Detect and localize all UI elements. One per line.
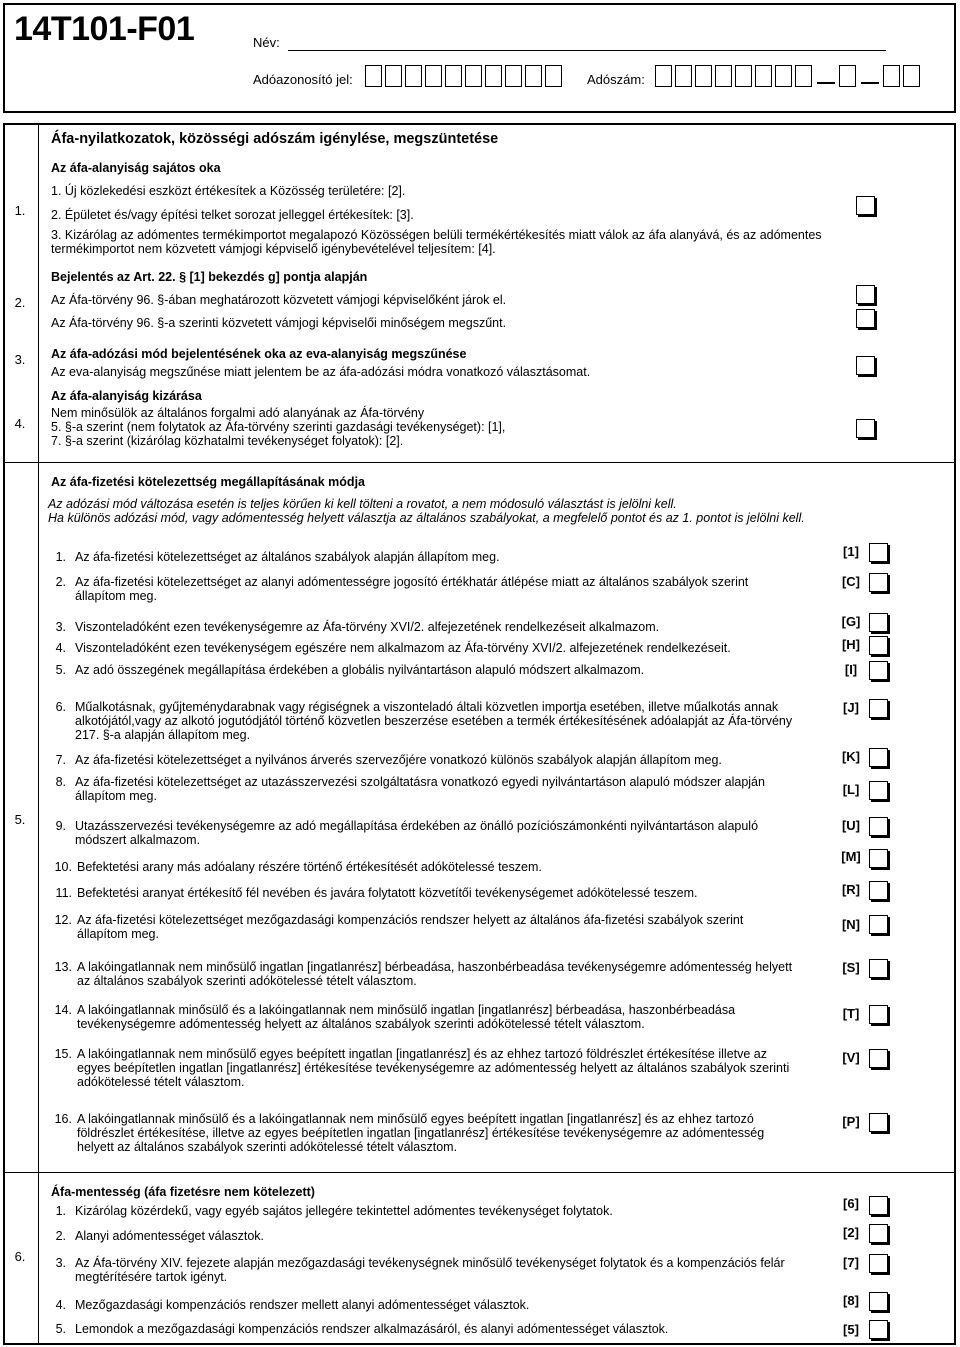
sec5-item-number: 16. (54, 1112, 72, 1126)
sec5-item-text: A lakóingatlannak minősülő és a lakóingatlannak nem minősülő ingatlan [ingatlanrész] bérbeadása, haszonbérbeadása tevékenységemre adómentesség helyett az általános szabályok szerinti adókötelessé tételt választom. (77, 1003, 736, 1031)
sec6-item-number: 5. (55, 1322, 66, 1336)
divider-sec4-sec5 (4, 462, 955, 463)
sec5-item-checkbox[interactable] (869, 1113, 888, 1132)
sec1-item-3: 3. Kizárólag az adómentes termékimportot megalapozó Közösségen belüli termékértékesítés miatt válok az áfa alanyává, és az adómentes termékimportot nem közvetett vámjogi képviselő igénybevételével teljesítem: [4]. (51, 228, 822, 256)
sec5-item-code: [N] (841, 917, 861, 932)
sec5-item-number: 5. (55, 663, 66, 677)
sec5-item-checkbox[interactable] (869, 817, 888, 836)
sec6-item-code: [5] (843, 1322, 859, 1337)
sec5-item-checkbox[interactable] (869, 1005, 888, 1024)
sec5-item-code: [G] (841, 614, 861, 629)
sec2-checkbox-2[interactable] (856, 309, 875, 328)
sec2-checkbox-1[interactable] (856, 285, 875, 304)
sec5-item-text: Az áfa-fizetési kötelezettséget a nyilvános árverés szervezőjére vonatkozó különös szabályok alapján állapítom meg. (75, 753, 722, 767)
sec6-item-code: [7] (843, 1255, 859, 1270)
form-code: 14T101-F01 (14, 10, 195, 48)
sec3-number: 3. (14, 352, 26, 367)
sec5-item-code: [H] (841, 637, 861, 652)
sec5-intro-1: Az adózási mód változása esetén is teljes körűen ki kell tölteni a rovatot, a nem módosuló választást is jelölni kell. (48, 497, 677, 511)
sec6-item-checkbox[interactable] (869, 1292, 888, 1311)
sec5-item-text: A lakóingatlannak nem minősülő ingatlan [ingatlanrész] bérbeadása, haszonbérbeadása tevékenységemre adómentesség helyett az általános szabályok szerinti adókötelessé tételt választom. (77, 960, 793, 988)
sec5-item-checkbox[interactable] (869, 573, 888, 592)
sec5-item-checkbox[interactable] (869, 915, 888, 934)
sec6-item-number: 3. (55, 1256, 66, 1270)
sec5-item-number: 7. (55, 753, 66, 767)
sec5-item-text: Az áfa-fizetési kötelezettséget mezőgazdasági kompenzációs rendszer helyett az általános áfa-fizetési szabályok szerint állapítom meg. (77, 913, 744, 941)
sec6-item-number: 1. (55, 1204, 66, 1218)
sec5-item-text: Viszonteladóként ezen tevékenységem egészére nem alkalmazom az Áfa-törvény XVI/2. alfejezetének rendelkezéseit. (75, 641, 731, 655)
sec5-item-number: 1. (55, 550, 66, 564)
sec5-item-number: 9. (55, 819, 66, 833)
sec5-item-code: [I] (844, 662, 858, 677)
name-field[interactable] (288, 50, 886, 51)
sec5-item-code: [T] (842, 1006, 860, 1021)
sec6-item-text: Mezőgazdasági kompenzációs rendszer mellett alanyi adómentességet választok. (75, 1298, 530, 1312)
sec6-heading: Áfa-mentesség (áfa fizetésre nem kötelezett) (51, 1185, 315, 1199)
sec6-item-checkbox[interactable] (869, 1196, 888, 1215)
divider-sec5-sec6 (4, 1172, 955, 1173)
sec5-item-number: 10. (54, 860, 72, 874)
sec5-item-text: Befektetési arany más adóalany részére történő értékesítését adókötelessé teszem. (77, 860, 542, 874)
sec3-checkbox[interactable] (856, 356, 875, 375)
sec5-item-number: 2. (55, 575, 66, 589)
sec5-number: 5. (14, 812, 26, 827)
sec5-item-checkbox[interactable] (869, 881, 888, 900)
sec5-item-code: [S] (842, 960, 860, 975)
sec5-item-checkbox[interactable] (869, 543, 888, 562)
sec5-item-text: Az áfa-fizetési kötelezettséget az utazásszervezési szolgáltatásra vonatkozó egyedi nyilvántartáson alapuló módszer alapján állapítom meg. (75, 775, 765, 803)
sec6-item-checkbox[interactable] (869, 1320, 888, 1339)
sec6-item-code: [6] (843, 1196, 859, 1211)
sec5-item-number: 12. (54, 913, 72, 927)
sec1-item-2: 2. Épületet és/vagy építési telket sorozat jelleggel értékesítek: [3]. (51, 208, 414, 222)
tax-id-field[interactable] (365, 65, 565, 89)
sec5-item-number: 8. (55, 775, 66, 789)
sec5-item-code: [R] (841, 882, 861, 897)
sec4-heading: Az áfa-alanyiság kizárása (51, 389, 202, 403)
tax-number-field[interactable] (655, 65, 923, 89)
sec6-item-text: Az Áfa-törvény XIV. fejezete alapján mezőgazdasági tevékenységnek minősülő tevékenységet folytatok és a kompenzációs felár megtérítésére tartok igényt. (75, 1256, 785, 1284)
sec5-item-text: Befektetési aranyat értékesítő fél nevében és javára folytatott közvetítői tevékenységemet adókötelessé teszem. (77, 886, 698, 900)
sec4-line-3: 7. §-a szerint (kizárólag közhatalmi tevékenységet folyatok): [2]. (51, 434, 404, 448)
sec5-item-code: [K] (841, 749, 861, 764)
sec5-heading: Az áfa-fizetési kötelezettség megállapításának módja (51, 475, 365, 489)
sec1-heading: Az áfa-alanyiság sajátos oka (51, 161, 221, 175)
sec1-number: 1. (14, 203, 26, 218)
sec1-item-1: 1. Új közlekedési eszközt értékesítek a Közösség területére: [2]. (51, 184, 406, 198)
sec5-item-code: [J] (843, 700, 859, 715)
sec6-item-checkbox[interactable] (869, 1224, 888, 1243)
sec5-item-code: [V] (842, 1050, 860, 1065)
tax-id-label: Adóazonosító jel: (253, 72, 353, 87)
sec6-number: 6. (14, 1249, 26, 1264)
sec5-item-code: [C] (841, 574, 861, 589)
sec5-item-number: 4. (55, 641, 66, 655)
sec5-item-text: A lakóingatlannak minősülő és a lakóingatlannak nem minősülő egyes beépített ingatlan [ingatlanrész] és az ehhez tartozó földrészlet értékesítése, illetve az egyes beépítetlen ingatlan [ingatlanrész] értékesítése tevékenységemre az adómentesség helyett az általános szabályok szerinti adókötelessé tételt választom. (77, 1112, 765, 1154)
sec5-item-text: Az áfa-fizetési kötelezettséget az alanyi adómentességre jogosító értékhatár átlépése miatt az általános szabályok szerint állapítom meg. (75, 575, 749, 603)
sec5-item-text: Utazásszervezési tevékenységemre az adó megállapítása érdekében az önálló pozíciószámonkénti nyilvántartáson alapuló módszert alkalmazom. (75, 819, 759, 847)
sec5-item-text: A lakóingatlannak nem minősülő egyes beépített ingatlan [ingatlanrész] és az ehhez tartozó földrészlet értékesítése illetve az egyes beépítetlen ingatlan [ingatlanrész] értékesítése tevékenységemre az adómentesség helyett az általános szabályok szerinti adókötelessé tételt választom. (77, 1047, 790, 1089)
name-label: Név: (253, 35, 280, 50)
sec5-item-checkbox[interactable] (869, 959, 888, 978)
sec1-checkbox[interactable] (856, 196, 875, 215)
sec6-item-text: Alanyi adómentességet választok. (75, 1229, 264, 1243)
sec6-item-text: Kizárólag közérdekű, vagy egyéb sajátos jellegére tekintettel adómentes tevékenységet folytatok. (75, 1204, 613, 1218)
sec5-item-checkbox[interactable] (869, 613, 888, 632)
sec6-item-code: [2] (843, 1225, 859, 1240)
sec6-item-checkbox[interactable] (869, 1254, 888, 1273)
sec6-item-text: Lemondok a mezőgazdasági kompenzációs rendszer alkalmazásáról, és alanyi adómentességet választok. (75, 1322, 669, 1336)
sec6-item-number: 2. (55, 1229, 66, 1243)
sec5-item-number: 11. (55, 886, 72, 900)
sec5-item-number: 3. (55, 620, 66, 634)
sec5-intro-2: Ha különös adózási mód, vagy adómentesség helyett választja az általános szabályokat, a megfelelő pontot és az 1. pontot is jelölni kell. (48, 511, 805, 525)
sec5-item-code: [M] (841, 849, 861, 864)
sec6-item-code: [8] (843, 1293, 859, 1308)
sec4-line-2: 5. §-a szerint (nem folytatok az Áfa-törvény szerinti gazdasági tevékenységet): [1], (51, 420, 506, 434)
sec5-item-checkbox[interactable] (869, 699, 888, 718)
sec5-item-code: [U] (841, 818, 861, 833)
sec5-item-text: Az adó összegének megállapítása érdekében a globális nyilvántartáson alapuló módszert alkalmazom. (75, 663, 645, 677)
sec5-item-number: 6. (55, 700, 66, 714)
sec2-item-1: Az Áfa-törvény 96. §-ában meghatározott közvetett vámjogi képviselőként járok el. (51, 293, 507, 307)
page-title: Áfa-nyilatkozatok, közösségi adószám igénylése, megszüntetése (51, 131, 499, 147)
sec5-item-checkbox[interactable] (869, 661, 888, 680)
sec3-text: Az eva-alanyiság megszűnése miatt jelentem be az áfa-adózási módra vonatkozó választásomat. (51, 365, 591, 379)
sec2-number: 2. (14, 295, 26, 310)
sec5-item-number: 13. (54, 960, 72, 974)
sec5-item-checkbox[interactable] (869, 748, 888, 767)
sec5-item-number: 14. (54, 1003, 72, 1017)
sec2-heading: Bejelentés az Art. 22. § [1] bekezdés g] pontja alapján (51, 270, 368, 284)
sec5-item-checkbox[interactable] (869, 636, 888, 655)
sec5-item-text: Műalkotásnak, gyűjteménydarabnak vagy régiségnek a viszonteladó általi közvetlen importja esetében, illetve műalkotás annak alkotójától,vagy az alkotó jogutódjától történő közvetlen beszerzése esetében a termék értékesítésének adóalapját az Áfa-törvény 217. §-a alapján állapítom meg. (75, 700, 793, 742)
sec5-item-checkbox[interactable] (869, 781, 888, 800)
sec3-heading: Az áfa-adózási mód bejelentésének oka az eva-alanyiság megszűnése (51, 347, 467, 361)
sec5-item-code: [L] (842, 782, 860, 797)
sec2-item-2: Az Áfa-törvény 96. §-a szerinti közvetett vámjogi képviselői minőségem megszűnt. (51, 316, 507, 330)
sec4-number: 4. (14, 416, 26, 431)
sec5-item-text: Viszonteladóként ezen tevékenységemre az Áfa-törvény XVI/2. alfejezetének rendelkezéseit alkalmazom. (75, 620, 660, 634)
sec5-item-checkbox[interactable] (869, 849, 888, 868)
sec5-item-number: 15. (54, 1047, 72, 1061)
sec5-item-checkbox[interactable] (869, 1049, 888, 1068)
sec5-item-code: [P] (842, 1114, 860, 1129)
sec5-item-text: Az áfa-fizetési kötelezettséget az általános szabályok alapján állapítom meg. (75, 550, 500, 564)
sec5-item-code: [1] (843, 544, 859, 559)
tax-number-label: Adószám: (587, 72, 645, 87)
sec6-item-number: 4. (55, 1298, 66, 1312)
sec4-checkbox[interactable] (856, 419, 875, 438)
sec4-line-1: Nem minősülök az általános forgalmi adó alanyának az Áfa-törvény (51, 406, 425, 420)
